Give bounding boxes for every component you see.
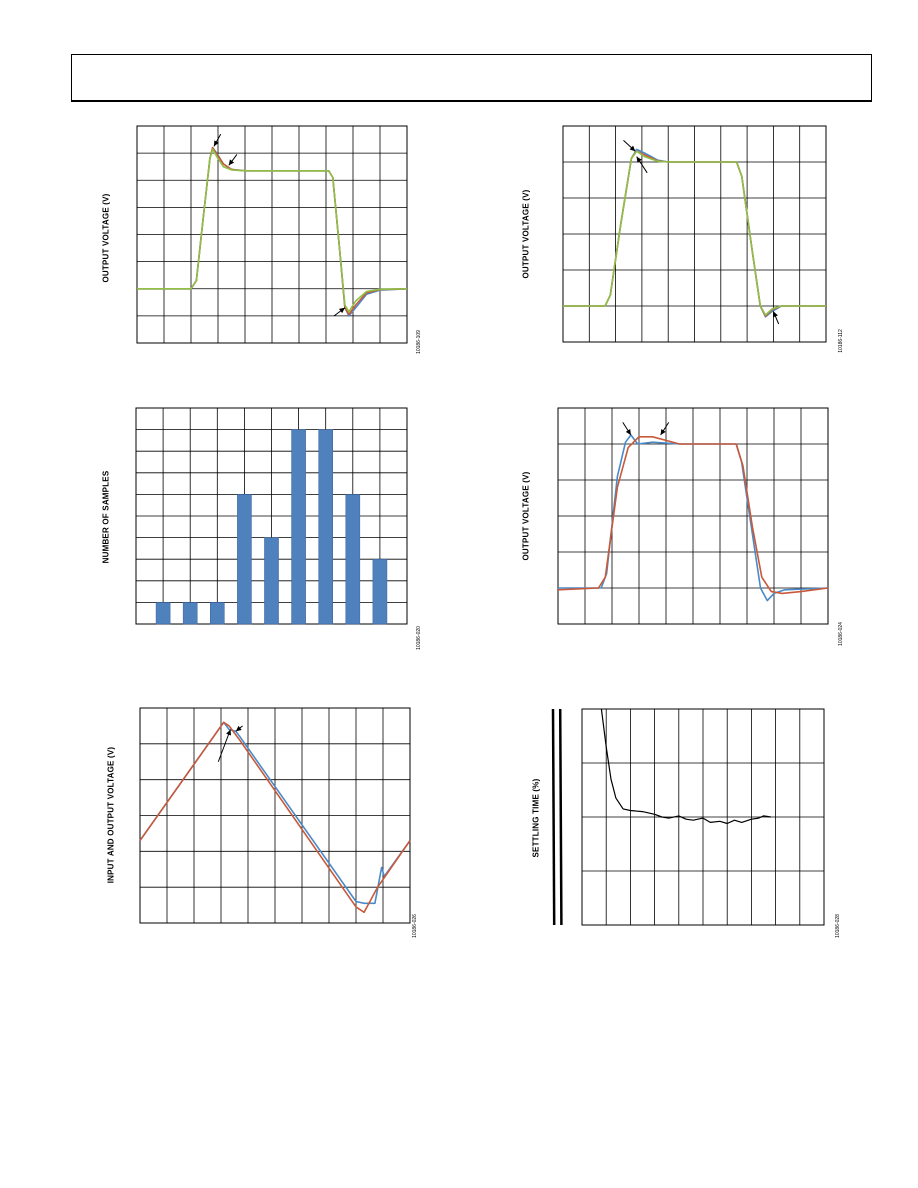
- c3-bar: [292, 430, 306, 624]
- c3-bar: [210, 602, 224, 624]
- c2-fig-id: 10186-112: [838, 329, 844, 353]
- c4-arrowhead-0: [626, 429, 631, 435]
- c3-ylabel: NUMBER OF SAMPLES: [101, 470, 111, 564]
- c5-fig-id: 10186-026: [412, 914, 418, 938]
- c6-series-1: [553, 709, 554, 925]
- c6-series-2: [560, 709, 561, 925]
- c2-chart: [563, 126, 826, 342]
- c4-arrowhead-1: [661, 429, 666, 435]
- c3-bar: [319, 430, 333, 624]
- c3-bar: [264, 538, 278, 624]
- c4-ylabel: OUTPUT VOLTAGE (V): [521, 471, 531, 561]
- c3-bar: [237, 494, 251, 624]
- c6-ylabel: SETTLING TIME (%): [531, 778, 541, 858]
- c1-arrowhead-1: [229, 159, 234, 165]
- c1-arrowhead-2: [339, 308, 345, 313]
- c2-ylabel: OUTPUT VOLTAGE (V): [521, 189, 531, 279]
- c1-ylabel: OUTPUT VOLTAGE (V): [101, 193, 111, 283]
- c6-series-0: [601, 709, 770, 824]
- c5-chart: [140, 708, 410, 923]
- c1-chart: [137, 126, 407, 343]
- c3-chart: [136, 408, 407, 624]
- c3-bar: [183, 602, 197, 624]
- c1-fig-id: 10186-109: [416, 330, 422, 354]
- c6-fig-id: 10186-028: [835, 914, 841, 938]
- c6-chart: [582, 709, 824, 925]
- c4-chart: [558, 408, 828, 624]
- c3-bar: [156, 602, 170, 624]
- c3-bar: [346, 494, 360, 624]
- c5-ylabel: INPUT AND OUTPUT VOLTAGE (V): [106, 746, 116, 884]
- c4-fig-id: 10186-024: [838, 622, 844, 646]
- c3-fig-id: 10186-020: [416, 626, 422, 650]
- c3-bar: [373, 559, 387, 624]
- page-header-box: [71, 54, 872, 102]
